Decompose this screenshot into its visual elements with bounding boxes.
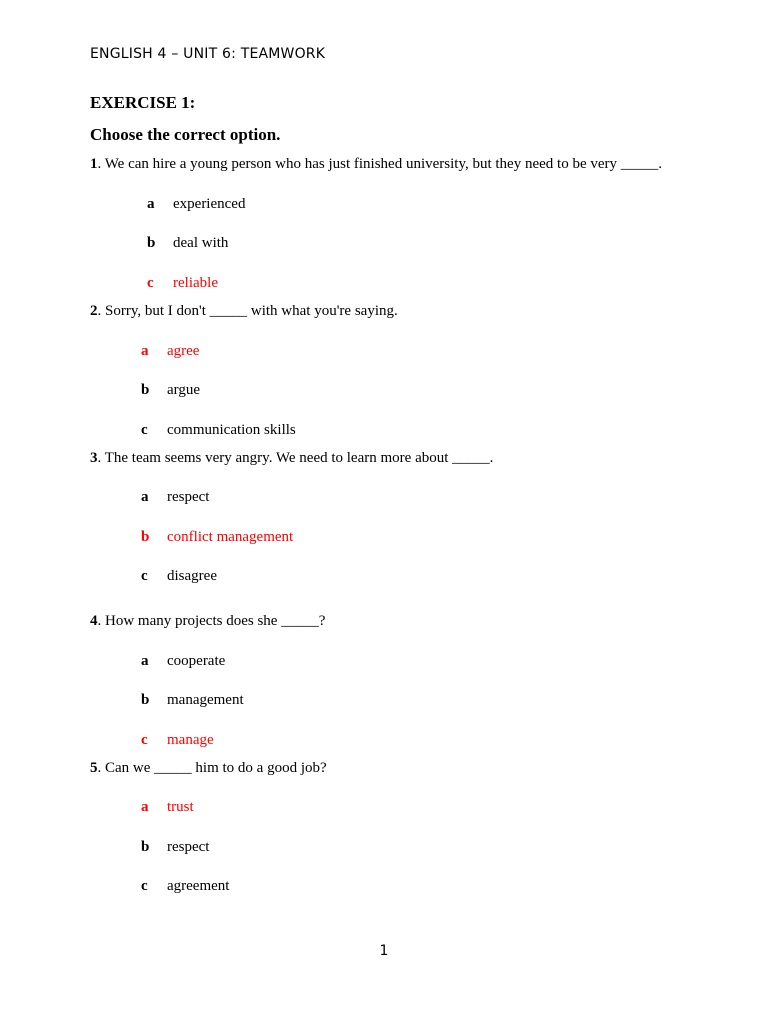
question-number: 1: [90, 156, 98, 172]
q3-option-b: [141, 529, 293, 546]
q3-option-a: [141, 489, 209, 506]
option-text: experienced: [173, 196, 246, 212]
option-letter: a: [141, 489, 149, 505]
question-number: 4: [90, 613, 98, 629]
option-text: reliable: [173, 275, 218, 291]
page-number: 1: [379, 943, 389, 959]
option-text: respect: [167, 839, 210, 855]
question-text: . The team seems very angry. We need to learn more about _____.: [97, 450, 494, 466]
question-5: [90, 760, 327, 777]
question-text: . Can we _____ him to do a good job?: [97, 760, 327, 776]
question-text: . How many projects does she _____?: [97, 613, 326, 629]
document-header: ENGLISH 4 – UNIT 6: TEAMWORK: [90, 46, 326, 62]
q1-option-b: [147, 235, 228, 252]
option-letter: a: [141, 799, 149, 815]
q2-option-a: [141, 343, 199, 360]
option-text: manage: [167, 732, 214, 748]
option-text: agreement: [167, 878, 230, 894]
option-letter: c: [147, 275, 154, 291]
question-1: [90, 156, 662, 173]
option-letter: c: [141, 422, 148, 438]
option-letter: c: [141, 878, 148, 894]
question-number: 5: [90, 760, 98, 776]
option-letter: a: [141, 343, 149, 359]
option-letter: b: [141, 692, 150, 708]
option-letter: b: [141, 529, 150, 545]
option-text: argue: [167, 382, 201, 398]
q4-option-b: [141, 692, 244, 709]
option-text: conflict management: [167, 529, 294, 545]
option-letter: c: [141, 568, 148, 584]
option-text: trust: [167, 799, 194, 815]
option-text: cooperate: [167, 653, 226, 669]
option-letter: b: [141, 382, 150, 398]
option-text: disagree: [167, 568, 217, 584]
q4-option-c: [141, 732, 214, 749]
exercise-instruction: Choose the correct option.: [90, 125, 281, 144]
exercise-title: EXERCISE 1:: [90, 93, 196, 112]
q2-option-c: [141, 422, 296, 439]
q3-option-c: [141, 568, 217, 585]
question-text: . We can hire a young person who has just finished university, but they need to be very _____.: [97, 156, 663, 172]
option-text: respect: [167, 489, 210, 505]
question-4: [90, 613, 325, 630]
question-3: [90, 450, 493, 467]
question-2: [90, 303, 398, 320]
q1-option-a: [147, 196, 245, 213]
option-letter: a: [147, 196, 155, 212]
question-number: 3: [90, 450, 98, 466]
q5-option-a: [141, 799, 194, 816]
q5-option-b: [141, 839, 209, 856]
option-text: agree: [167, 343, 200, 359]
question-number: 2: [90, 303, 98, 319]
option-text: deal with: [173, 235, 229, 251]
q5-option-c: [141, 878, 229, 895]
option-letter: b: [141, 839, 150, 855]
q1-option-c: [147, 275, 218, 292]
option-letter: c: [141, 732, 148, 748]
option-letter: a: [141, 653, 149, 669]
q4-option-a: [141, 653, 225, 670]
option-text: management: [167, 692, 244, 708]
q2-option-b: [141, 382, 200, 399]
question-text: . Sorry, but I don't _____ with what you're saying.: [97, 303, 398, 319]
option-text: communication skills: [167, 422, 296, 438]
option-letter: b: [147, 235, 156, 251]
